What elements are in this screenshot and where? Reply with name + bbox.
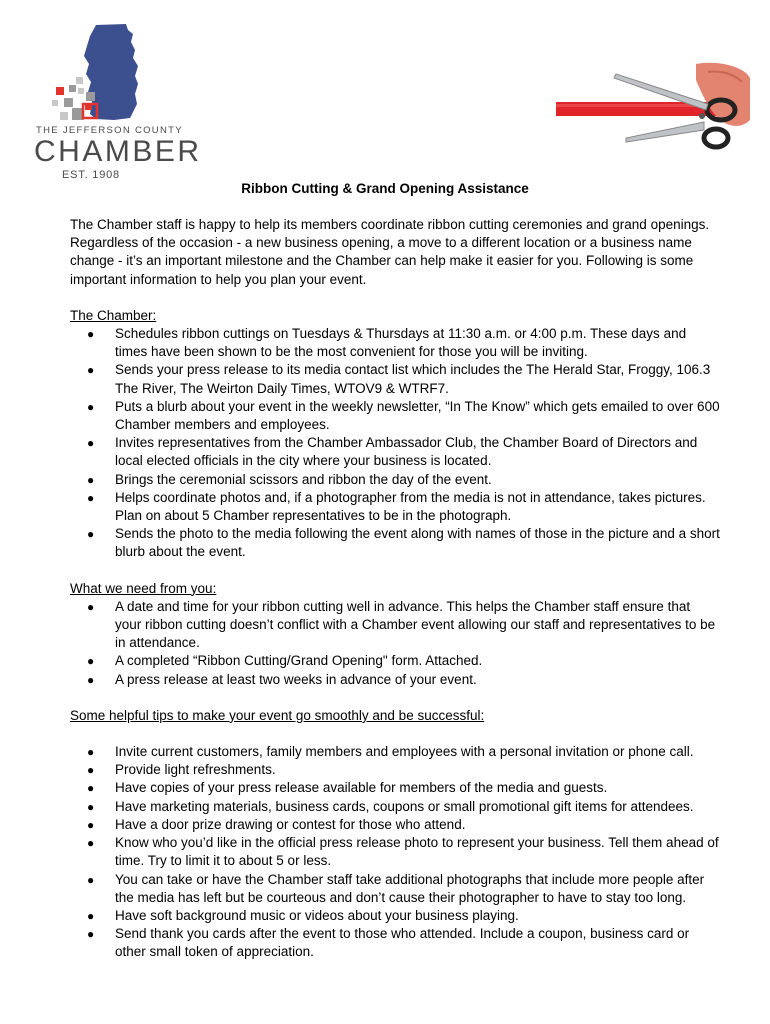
chamber-services-list (70, 325, 720, 562)
logo-wordmark: CHAMBER (34, 135, 202, 168)
section-heading-chamber: The Chamber: (70, 307, 157, 323)
list-item: ● Sends the photo to the media following the event along with names of those in the picture and a short blurb about the event. (87, 526, 720, 560)
bullet-icon: ● (87, 490, 95, 505)
bullet-icon: ● (87, 927, 95, 942)
list-item: ● Have marketing materials, business cards, coupons or small promotional gift items for attendees. (70, 798, 720, 816)
list-item: ● Provide light refreshments. (70, 761, 720, 779)
section-heading-needs: What we need from you: (70, 580, 217, 596)
bullet-icon: ● (87, 908, 95, 923)
list-item: ● Have copies of your press release available for members of the media and guests. (70, 779, 720, 797)
bullet-icon: ● (87, 672, 95, 687)
bullet-icon: ● (87, 836, 95, 851)
bullet-icon: ● (87, 363, 95, 378)
list-item: ● Sends your press release to its media contact list which includes the The Herald Star, Froggy, 106.3 The River, The Weirton Daily Times, WTOV9 & WTRF7. (87, 362, 711, 396)
bullet-icon: ● (87, 436, 95, 451)
list-item: ● A completed “Ribbon Cutting/Grand Opening" form. Attached. (70, 652, 720, 670)
bullet-icon: ● (87, 799, 95, 814)
list-item: ● Know who you’d like in the official press release photo to represent your business. Tell them ahead of time. Try to limit it to about 5 or less. (87, 835, 719, 869)
bullet-icon: ● (87, 527, 95, 542)
chamber-logo (34, 22, 202, 182)
list-item: ● A date and time for your ribbon cutting well in advance. This helps the Chamber staff ensure that your ribbon cutting doesn’t conflict with a Chamber event allowing our staff and representatives to be in attendance. (87, 598, 716, 651)
list-item: ● Send thank you cards after the event to those who attended. Include a coupon, business card or other small token of appreciation. (87, 926, 690, 960)
member-needs-list (70, 598, 720, 689)
list-item: ● Have a door prize drawing or contest for those who attend. (70, 816, 720, 834)
list-item: ● Schedules ribbon cuttings on Tuesdays & Thursdays at 11:30 a.m. or 4:00 p.m. These days and times have been shown to be the most convenient for those you will be inviting. (87, 326, 687, 360)
logo-established: EST. 1908 (62, 169, 120, 181)
page-title: Ribbon Cutting & Grand Opening Assistance (241, 181, 529, 196)
bullet-icon: ● (87, 781, 95, 796)
list-item: ● A press release at least two weeks in advance of your event. (70, 671, 720, 689)
bullet-icon: ● (87, 763, 95, 778)
jefferson-county-map-icon (34, 22, 184, 127)
section-heading-tips: Some helpful tips to make your event go smoothly and be successful: (70, 707, 485, 723)
list-item: ● You can take or have the Chamber staff take additional photographs that include more people after the media has left but be courteous and don’t cause their photographer to have to stay too long. (87, 871, 705, 905)
bullet-icon: ● (87, 399, 95, 414)
document-body (70, 216, 720, 962)
list-item: ● Helps coordinate photos and, if a photographer from the media is not in attendance, takes pictures. Plan on about 5 Chamber representatives to be in the photograph. (87, 489, 706, 524)
list-item: ● Have soft background music or videos about your business playing. (70, 907, 720, 925)
list-item: ● Invites representatives from the Chamber Ambassador Club, the Chamber Board of Directors and local elected officials in the city where your business is located. (87, 435, 698, 469)
list-item: ● Puts a blurb about your event in the weekly newsletter, “In The Know” which gets emailed to over 600 Chamber members and employees. (87, 398, 720, 433)
bullet-icon: ● (87, 327, 95, 342)
bullet-icon: ● (87, 872, 95, 887)
bullet-icon: ● (87, 745, 95, 760)
bullet-icon: ● (87, 472, 95, 487)
bullet-icon: ● (87, 654, 95, 669)
intro-paragraph: The Chamber staff is happy to help its members coordinate ribbon cutting ceremonies and grand openings. Regardless of the occasion - a new business opening, a move to a different location or a business name change - it’s an important milestone and the Chamber can help make it easier for you. Following is some important information to help you plan your event. (70, 217, 710, 287)
scissors-cutting-ribbon-icon (556, 60, 750, 160)
bullet-icon: ● (87, 599, 95, 614)
bullet-icon: ● (87, 817, 95, 832)
list-item: ● Invite current customers, family members and employees with a personal invitation or phone call. (70, 743, 720, 761)
tips-list (70, 743, 720, 961)
list-item: ● Brings the ceremonial scissors and ribbon the day of the event. (70, 471, 720, 489)
logo-subtitle: THE JEFFERSON COUNTY (36, 125, 183, 136)
